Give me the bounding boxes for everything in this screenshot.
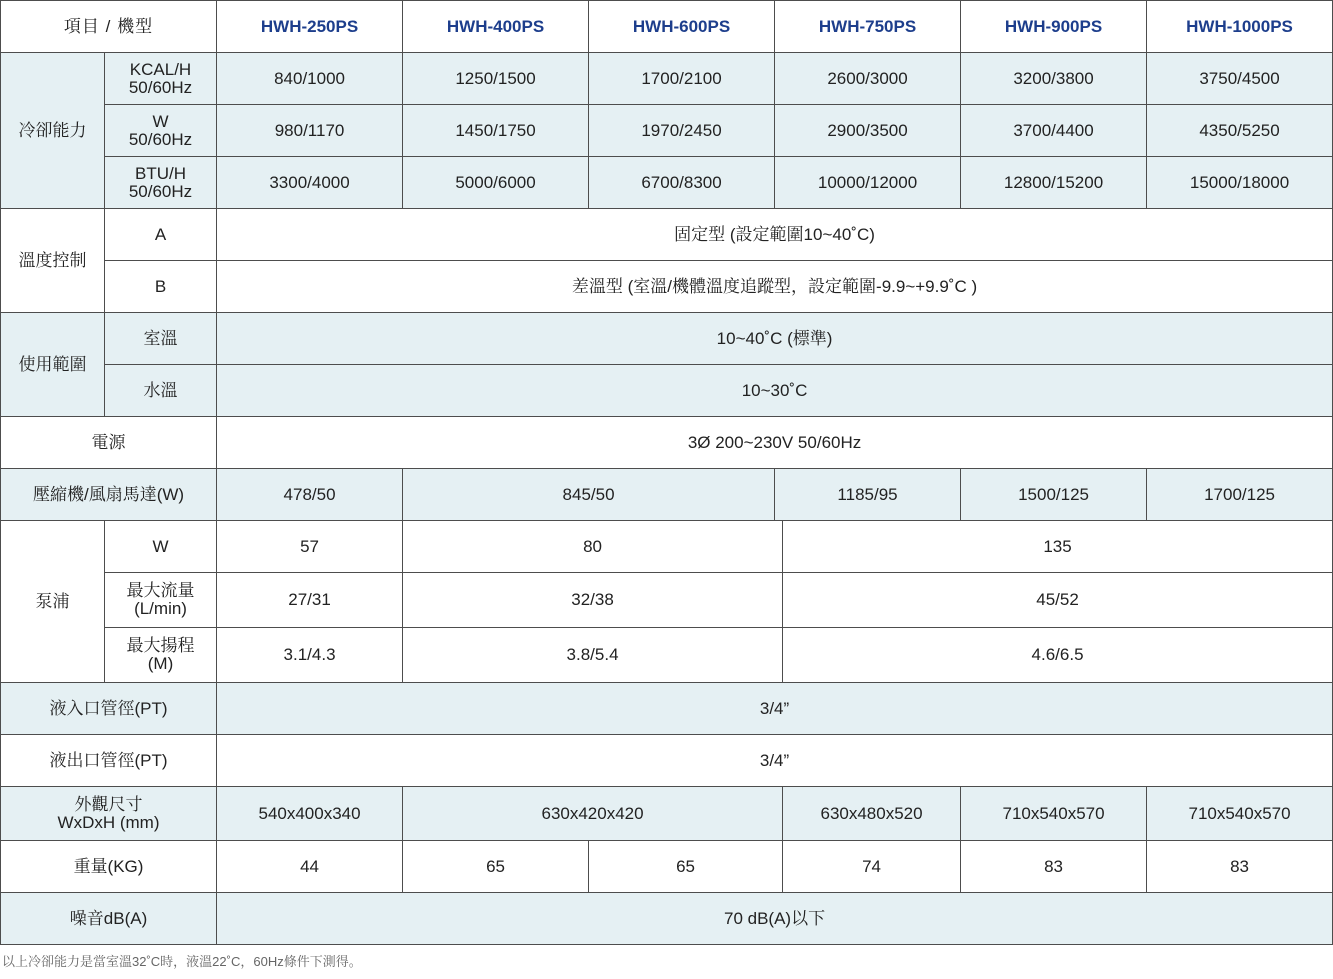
- power-value: 3Ø 200~230V 50/60Hz: [217, 417, 1333, 469]
- pump-value: 32/38: [403, 573, 783, 628]
- usage-range-label: 使用範圍: [1, 313, 105, 417]
- dimensions-value: 630x480x520: [783, 787, 961, 841]
- cooling-value: 15000/18000: [1147, 157, 1333, 209]
- compressor-row: [1, 469, 1333, 521]
- model-header: HWH-400PS: [403, 1, 589, 53]
- model-header: HWH-1000PS: [1147, 1, 1333, 53]
- pump-value: 57: [217, 521, 403, 573]
- outlet-value: 3/4”: [217, 735, 1333, 787]
- usage-range-value: 10~30˚C: [217, 365, 1333, 417]
- model-header: HWH-600PS: [589, 1, 775, 53]
- footnote: 以上冷卻能力是當室溫32˚C時，液溫22˚C，60Hz條件下測得。: [2, 954, 362, 969]
- dimensions-label: [1, 787, 217, 841]
- noise-label: 噪音dB(A): [1, 893, 217, 945]
- header-row: [1, 1, 1333, 53]
- compressor-value: 845/50: [403, 469, 775, 521]
- outlet-row: [1, 735, 1333, 787]
- cooling-value: 3200/3800: [961, 53, 1147, 105]
- cooling-row: [1, 157, 1333, 209]
- inlet-row: [1, 683, 1333, 735]
- noise-row: [1, 893, 1333, 945]
- cooling-value: 1970/2450: [589, 105, 775, 157]
- unit-line: W: [152, 111, 169, 131]
- cooling-value: 6700/8300: [589, 157, 775, 209]
- unit-line: 50/60Hz: [128, 181, 193, 201]
- pump-value: 135: [783, 521, 1333, 573]
- cooling-value: 2900/3500: [775, 105, 961, 157]
- usage-range-value: 10~40˚C (標準): [217, 313, 1333, 365]
- temp-control-value: 差溫型 (室溫/機體溫度追蹤型，設定範圍-9.9~+9.9˚C ): [217, 261, 1333, 313]
- cooling-value: 12800/15200: [961, 157, 1147, 209]
- weight-value: 83: [961, 841, 1147, 893]
- pump-row: [1, 628, 1333, 683]
- pump-sub-label: W: [105, 521, 217, 573]
- item-model-header: 項目 / 機型: [1, 1, 217, 53]
- cooling-value: 1450/1750: [403, 105, 589, 157]
- cooling-label: 冷卻能力: [1, 53, 105, 209]
- cooling-value: 980/1170: [217, 105, 403, 157]
- label-line: 外觀尺寸: [74, 794, 143, 814]
- pump-sub-label: [105, 573, 217, 628]
- inlet-value: 3/4”: [217, 683, 1333, 735]
- compressor-value: 1185/95: [775, 469, 961, 521]
- cooling-value: 5000/6000: [403, 157, 589, 209]
- temp-control-label: 溫度控制: [1, 209, 105, 313]
- outlet-label: 液出口管徑(PT): [1, 735, 217, 787]
- sub-line: (L/min): [134, 599, 187, 618]
- pump-value: 3.1/4.3: [217, 628, 403, 683]
- unit-line: 50/60Hz: [128, 129, 193, 149]
- pump-value: 4.6/6.5: [783, 628, 1333, 683]
- cooling-value: 1700/2100: [589, 53, 775, 105]
- sub-line: 最大揚程: [126, 636, 195, 655]
- unit-line: BTU/H: [135, 163, 187, 183]
- temp-control-row: [1, 209, 1333, 261]
- pump-value: 45/52: [783, 573, 1333, 628]
- dimensions-value: 710x540x570: [961, 787, 1147, 841]
- weight-value: 74: [783, 841, 961, 893]
- dimensions-value: 630x420x420: [403, 787, 783, 841]
- pump-value: 80: [403, 521, 783, 573]
- temp-control-type: B: [105, 261, 217, 313]
- cooling-value: 2600/3000: [775, 53, 961, 105]
- model-header: HWH-900PS: [961, 1, 1147, 53]
- noise-value: 70 dB(A)以下: [217, 893, 1333, 945]
- compressor-value: 1700/125: [1147, 469, 1333, 521]
- label-line: WxDxH (mm): [57, 812, 160, 832]
- pump-value: 3.8/5.4: [403, 628, 783, 683]
- usage-range-type: 水溫: [105, 365, 217, 417]
- cooling-value: 3750/4500: [1147, 53, 1333, 105]
- temp-control-value: 固定型 (設定範圍10~40˚C): [217, 209, 1333, 261]
- weight-value: 65: [403, 841, 589, 893]
- cooling-value: 840/1000: [217, 53, 403, 105]
- compressor-label: 壓縮機/風扇馬達(W): [1, 469, 217, 521]
- power-label: 電源: [1, 417, 217, 469]
- weight-value: 44: [217, 841, 403, 893]
- temp-control-type: A: [105, 209, 217, 261]
- compressor-value: 478/50: [217, 469, 403, 521]
- cooling-value: 1250/1500: [403, 53, 589, 105]
- dimensions-row: [1, 787, 1333, 841]
- weight-row: [1, 841, 1333, 893]
- usage-range-row: [1, 313, 1333, 365]
- dimensions-value: 710x540x570: [1147, 787, 1333, 841]
- cooling-value: 4350/5250: [1147, 105, 1333, 157]
- weight-value: 83: [1147, 841, 1333, 893]
- compressor-value: 1500/125: [961, 469, 1147, 521]
- temp-control-row: [1, 261, 1333, 313]
- sub-line: (M): [147, 654, 174, 673]
- unit-line: KCAL/H: [129, 59, 192, 79]
- cooling-value: 10000/12000: [775, 157, 961, 209]
- cooling-unit: [105, 105, 217, 157]
- pump-value: 27/31: [217, 573, 403, 628]
- unit-line: 50/60Hz: [128, 77, 193, 97]
- pump-row: [1, 573, 1333, 628]
- sub-line: 最大流量: [126, 581, 195, 600]
- cooling-unit: [105, 53, 217, 105]
- pump-row: [1, 521, 1333, 573]
- cooling-row: [1, 53, 1333, 105]
- weight-label: 重量(KG): [1, 841, 217, 893]
- cooling-value: 3700/4400: [961, 105, 1147, 157]
- cooling-value: 3300/4000: [217, 157, 403, 209]
- usage-range-type: 室溫: [105, 313, 217, 365]
- cooling-row: [1, 105, 1333, 157]
- pump-label: 泵浦: [1, 521, 105, 683]
- dimensions-value: 540x400x340: [217, 787, 403, 841]
- inlet-label: 液入口管徑(PT): [1, 683, 217, 735]
- pump-sub-label: [105, 628, 217, 683]
- usage-range-row: [1, 365, 1333, 417]
- power-row: [1, 417, 1333, 469]
- model-header: HWH-250PS: [217, 1, 403, 53]
- weight-value: 65: [589, 841, 783, 893]
- model-header: HWH-750PS: [775, 1, 961, 53]
- cooling-unit: [105, 157, 217, 209]
